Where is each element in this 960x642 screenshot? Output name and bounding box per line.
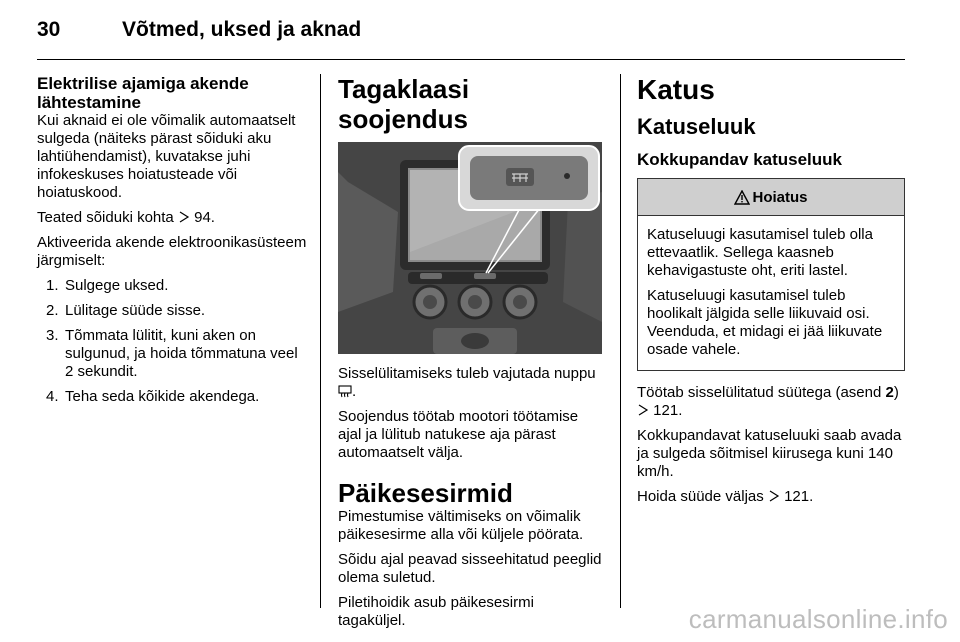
page-reference-icon — [178, 211, 190, 223]
middle-column — [338, 74, 604, 637]
watermark: carmanualsonline.info — [688, 604, 948, 634]
page-reference-icon — [637, 404, 649, 416]
rear-window-heater-icon — [338, 385, 352, 398]
heater-operation-text: Soojendus töötab mootori töötamise ajal ja lülitub natukese aja pärast automaatselt välja. — [338, 408, 579, 461]
right-column — [637, 74, 907, 513]
page-reference-icon — [768, 490, 780, 502]
warning-body — [638, 216, 904, 370]
header-rule — [37, 59, 905, 60]
reset-steps-list — [37, 277, 307, 406]
keep-ref-page[interactable]: 121. — [784, 488, 814, 505]
column-divider-left — [320, 74, 321, 608]
sun-visors-text: Pimestumise vältimiseks on võimalik päikesesirme alla või küljele pöörata. — [338, 508, 584, 543]
messages-ref-page[interactable]: 94. — [194, 209, 215, 226]
chapter-title: Võtmed, uksed ja aknad — [122, 18, 362, 41]
list-item: 3. Tõmmata lülitit, kuni aken on sulgunud, ja hoida tõmmatuna veel 2 sekundit. — [46, 327, 298, 380]
folding-sunroof-heading: Kokkupandav katuseluuk — [637, 150, 843, 169]
heater-activate-text: Sisselülitamiseks tuleb vajutada nuppu . — [338, 365, 596, 400]
warning-triangle-icon — [734, 190, 750, 205]
warning-paragraph: Katuseluugi kasutamisel tuleb hoolikalt jälgida selle liikuvaid osi. Veenduda, et midagi ei jää liikuvate osade vahele. — [647, 287, 883, 358]
warning-paragraph: Katuseluugi kasutamisel tuleb olla ettevaatlik. Sellega kaasneb kehavigastuste oht, eriti lastel. — [647, 226, 873, 279]
sunroof-heading: Katuseluuk — [637, 114, 756, 139]
list-item: 1. Sulgege uksed. — [46, 277, 169, 294]
messages-text: Teated sõiduki kohta — [37, 209, 174, 226]
sun-visors-heading: Päikesesirmid — [338, 478, 513, 508]
warning-title: Hoiatus — [752, 188, 808, 206]
sunroof-speed-text: Kokkupandavat katuseluuki saab avada ja sulgeda sõitmisel kiirusega kuni 140 km/h. — [637, 427, 902, 480]
page-number: 30 — [37, 18, 61, 41]
messages-reference — [37, 209, 307, 227]
activation-text: Aktiveerida akende elektroonikasüsteem järgmiselt: — [37, 234, 307, 269]
page-header — [37, 14, 905, 60]
keep-ignition-off-text: Hoida süüde väljas 121. — [637, 488, 814, 505]
sunroof-ignition-text: Töötab sisselülitatud süütega (asend 2) 121. — [637, 384, 899, 419]
warning-box — [637, 178, 905, 371]
warning-header — [638, 179, 904, 216]
rear-window-heater-button-illustration — [338, 142, 602, 354]
rear-window-heater-heading: Tagaklaasi soojendus — [338, 74, 470, 134]
column-divider-right — [620, 74, 621, 608]
roof-heading: Katus — [637, 74, 715, 105]
list-item: 2. Lülitage süüde sisse. — [46, 302, 206, 319]
ticket-holder-text: Piletihoidik asub päikesesirmi tagaküljel. — [338, 594, 534, 629]
left-column — [37, 74, 307, 413]
window-reset-heading: Elektrilise ajamiga akende lähtestamine — [37, 74, 249, 112]
vanity-mirrors-text: Sõidu ajal peavad sisseehitatud peeglid olema suletud. — [338, 551, 602, 586]
list-item: 4. Teha seda kõikide akendega. — [46, 388, 260, 405]
window-reset-intro: Kui aknaid ei ole võimalik automaatselt sulgeda (näiteks pärast sõiduki aku lahtiühendamist), kuvatakse juhi infokeskuses hoiatusteade või hoiatuskood. — [37, 112, 296, 201]
ignition-ref-page[interactable]: 121. — [653, 402, 683, 419]
